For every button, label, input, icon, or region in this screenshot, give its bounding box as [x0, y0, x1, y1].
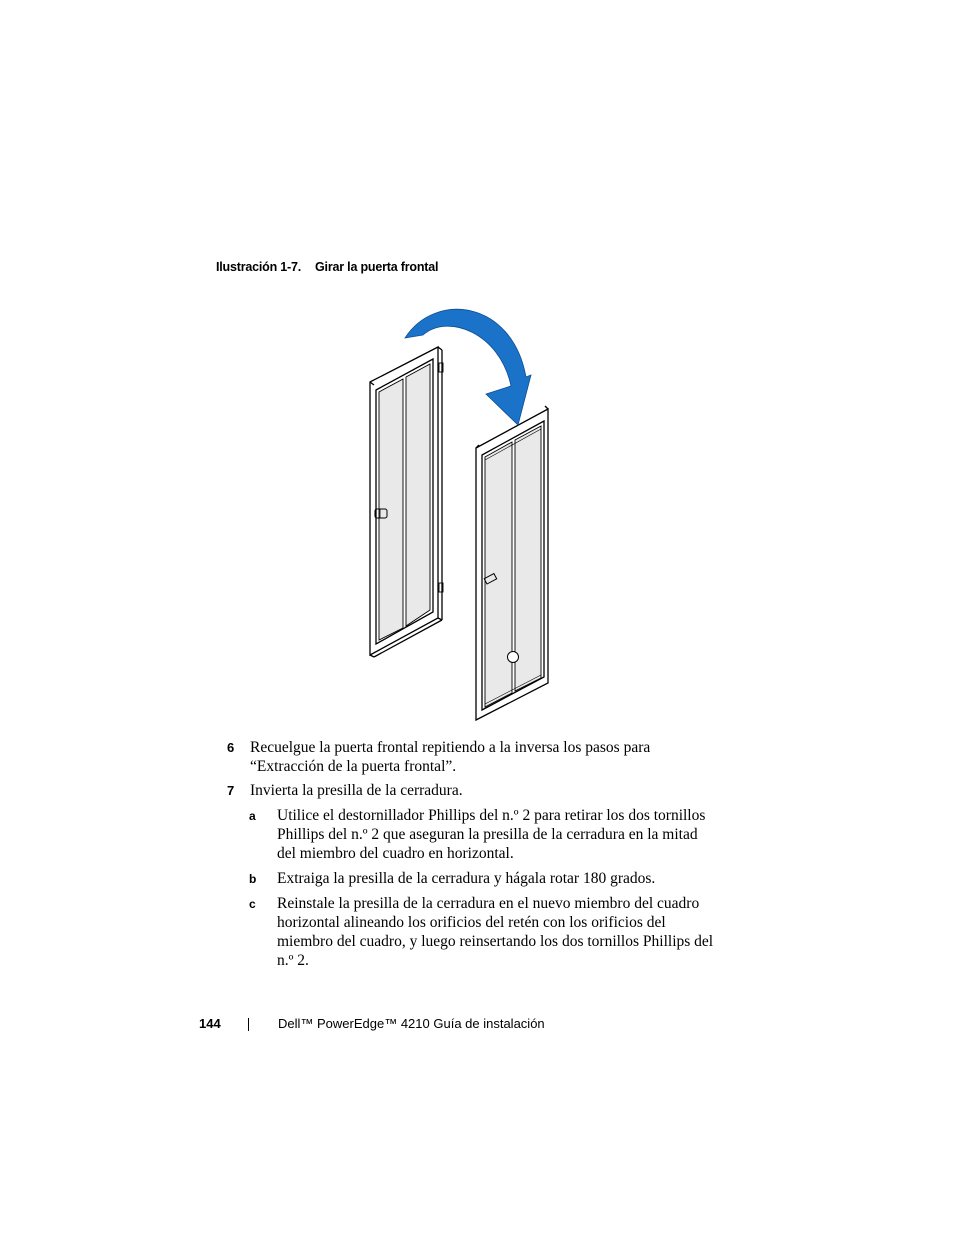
- substep-text-line: horizontal alineando los orificios del retén con los orificios del: [277, 914, 666, 931]
- substep-letter: a: [249, 809, 256, 823]
- substep-text-line: Extraiga la presilla de la cerradura y hágala rotar 180 grados.: [277, 870, 656, 887]
- footer-divider: [248, 1018, 249, 1031]
- substep-letter: b: [249, 872, 257, 886]
- substep-c: [249, 894, 722, 970]
- step-number: 6: [227, 740, 235, 755]
- step-7: [227, 781, 463, 800]
- step-6: [227, 738, 651, 776]
- substep-text-line: Reinstale la presilla de la cerradura en el nuevo miembro del cuadro: [277, 895, 700, 912]
- substep-text-line: del miembro del cuadro en horizontal.: [277, 845, 514, 862]
- substep-b: [249, 869, 722, 888]
- step-text-line: “Extracción de la puerta frontal”.: [250, 758, 457, 775]
- door-rotation-illustration: [360, 295, 560, 725]
- substep-text-line: miembro del cuadro, y luego reinsertando los dos tornillos Phillips del: [277, 933, 714, 950]
- substep-text-line: n.º 2.: [277, 952, 309, 969]
- door-left-illustration: [370, 347, 443, 657]
- footer-title: Dell™ PowerEdge™ 4210 Guía de instalación: [278, 1016, 545, 1031]
- figure-caption: [216, 260, 438, 274]
- step-number: 7: [227, 783, 235, 798]
- figure-title: Girar la puerta frontal: [315, 260, 439, 274]
- substep-letter: c: [249, 897, 256, 911]
- door-right-illustration: [476, 406, 548, 720]
- step-text-line: Invierta la presilla de la cerradura.: [250, 782, 463, 799]
- substep-a: [249, 806, 722, 863]
- page-number: 144: [199, 1016, 221, 1031]
- substep-text-line: Phillips del n.º 2 que aseguran la presilla de la cerradura en la mitad: [277, 826, 698, 843]
- step-text-line: Recuelgue la puerta frontal repitiendo a la inversa los pasos para: [250, 739, 651, 756]
- substep-text-line: Utilice el destornillador Phillips del n.º 2 para retirar los dos tornillos: [277, 807, 706, 824]
- figure-label: Ilustración 1-7.: [216, 260, 302, 274]
